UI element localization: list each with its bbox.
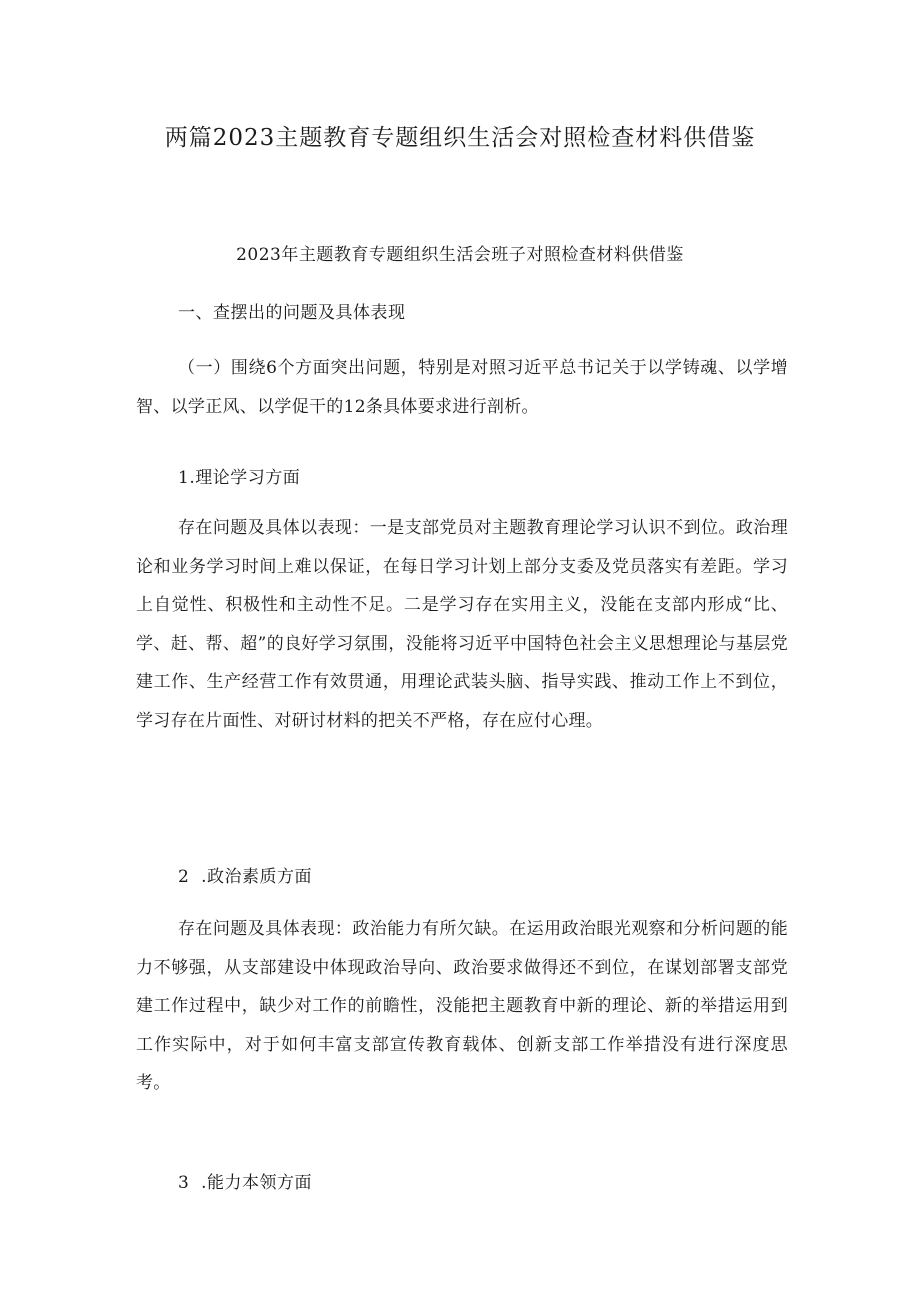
item-heading-3: 3 .能力本领方面 [178, 1173, 313, 1193]
subsection-paragraph-1: （一）围绕6个方面突出问题，特别是对照习近平总书记关于以学铸魂、以学增智、以学正风、以学促干的12条具体要求进行剖析。 [136, 358, 788, 417]
section-heading-1: 一、查摆出的问题及具体表现 [178, 303, 406, 323]
document-subtitle: 2023年主题教育专题组织生活会班子对照检查材料供借鉴 [236, 245, 684, 265]
item-body-1: 存在问题及具体以表现：一是支部党员对主题教育理论学习认识不到位。政治理论和业务学习时间上难以保证，在每日学习计划上部分支委及党员落实有差距。学习上自觉性、积极性和主动性不足。二是学习存在实用主义，没能在支部内形成“比、学、赶、帮、超”的良好学习氛围，没能将习近平中国特色社会主义思想理论与基层党建工作、生产经营工作有效贯通，用理论武装头脑、指导实践、推动工作上不到位，学习存在片面性、对研讨材料的把关不严格，存在应付心理。 [136, 518, 788, 731]
document-title: 两篇2023主题教育专题组织生活会对照检查材料供借鉴 [164, 125, 756, 151]
item-heading-2: 2 .政治素质方面 [178, 867, 313, 887]
item-body-2: 存在问题及具体表现：政治能力有所欠缺。在运用政治眼光观察和分析问题的能力不够强，从支部建设中体现政治导向、政治要求做得还不到位，在谋划部署支部党建工作过程中，缺少对工作的前瞻性，没能把主题教育中新的理论、新的举措运用到工作实际中，对于如何丰富支部宣传教育载体、创新支部工作举措没有进行深度思考。 [136, 919, 788, 1093]
item-heading-1: 1.理论学习方面 [178, 468, 301, 488]
